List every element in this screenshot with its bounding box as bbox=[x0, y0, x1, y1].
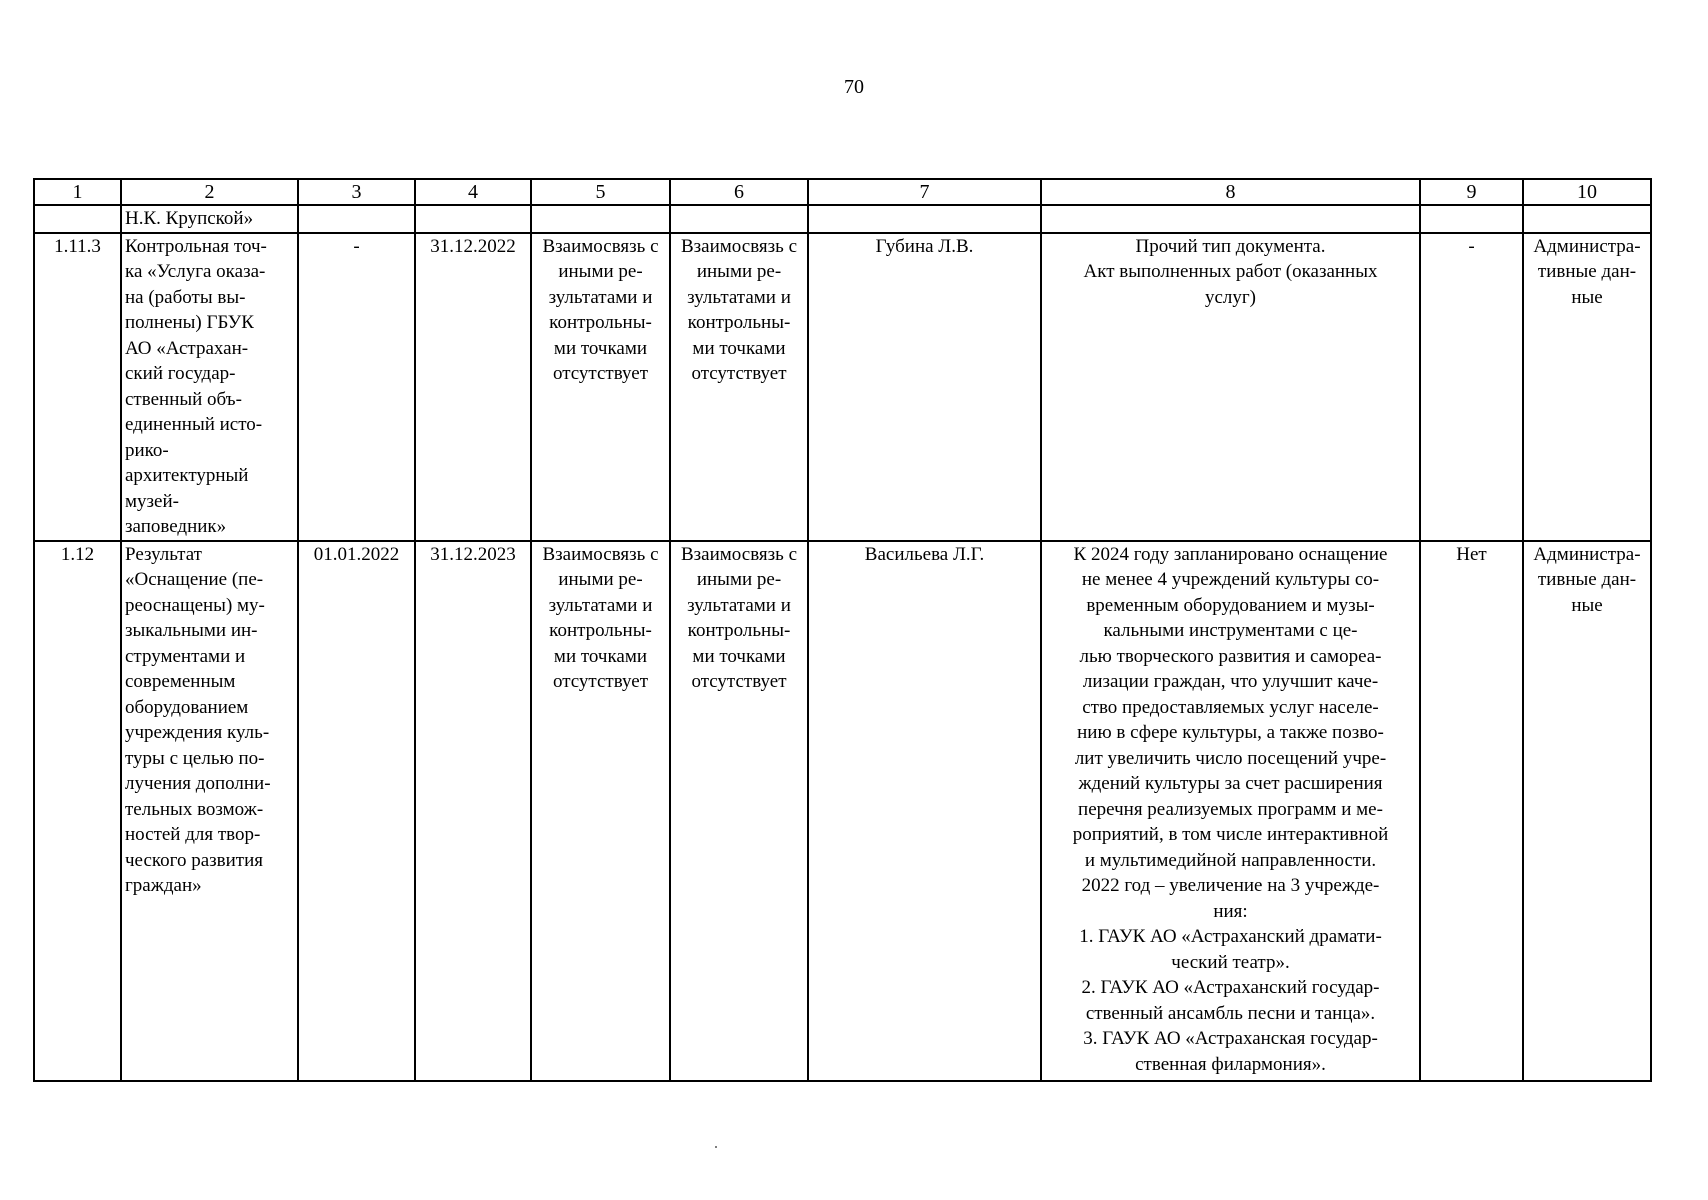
column-header: 4 bbox=[415, 179, 531, 205]
row-responsible bbox=[808, 205, 1041, 233]
table-row bbox=[34, 233, 1651, 541]
row-number: 1.11.3 bbox=[34, 233, 121, 541]
row-link-previous: Взаимосвязь с иными ре- зультатами и контрольны- ми точками отсутствует bbox=[531, 541, 670, 1081]
table-row bbox=[34, 205, 1651, 233]
row-flag bbox=[1420, 205, 1523, 233]
plan-table bbox=[33, 178, 1652, 1082]
row-flag: Нет bbox=[1420, 541, 1523, 1081]
column-header: 3 bbox=[298, 179, 415, 205]
row-flag: - bbox=[1420, 233, 1523, 541]
row-start-date bbox=[298, 205, 415, 233]
row-responsible: Губина Л.В. bbox=[808, 233, 1041, 541]
row-source bbox=[1523, 205, 1651, 233]
page-number: 70 bbox=[844, 76, 864, 98]
row-link-next bbox=[670, 205, 808, 233]
column-header: 1 bbox=[34, 179, 121, 205]
row-link-previous: Взаимосвязь с иными ре- зультатами и контрольны- ми точками отсутствует bbox=[531, 233, 670, 541]
column-header: 6 bbox=[670, 179, 808, 205]
row-end-date: 31.12.2023 bbox=[415, 541, 531, 1081]
row-start-date: 01.01.2022 bbox=[298, 541, 415, 1081]
row-responsible: Васильева Л.Г. bbox=[808, 541, 1041, 1081]
column-header: 7 bbox=[808, 179, 1041, 205]
row-name: Н.К. Крупской» bbox=[121, 205, 298, 233]
column-header: 9 bbox=[1420, 179, 1523, 205]
row-document: К 2024 году запланировано оснащение не менее 4 учреждений культуры со- временным оборудованием и музы- кальными инструментами с це- лью творческого развития и самореа- лизации граждан, что улучшит каче- ство предоставляемых услуг населе- нию в сфере культуры, а также позво- лит увеличить число посещений учре- ждений культуры за счет расширения перечня реализуемых программ и ме- роприятий, в том числе интерактивной и мультимедийной направленности. 2022 год – увеличение на 3 учрежде- ния: 1. ГАУК АО «Астраханский драмати- ческий театр». 2. ГАУК АО «Астраханский государ- ственный ансамбль песни и танца». 3. ГАУК АО «Астраханская государ- ственная филармония». bbox=[1041, 541, 1420, 1081]
column-header: 8 bbox=[1041, 179, 1420, 205]
table-row bbox=[34, 541, 1651, 1081]
row-document bbox=[1041, 205, 1420, 233]
row-document: Прочий тип документа. Акт выполненных работ (оказанных услуг) bbox=[1041, 233, 1420, 541]
row-start-date: - bbox=[298, 233, 415, 541]
column-header: 2 bbox=[121, 179, 298, 205]
row-number bbox=[34, 205, 121, 233]
row-link-previous bbox=[531, 205, 670, 233]
header-row bbox=[34, 179, 1651, 205]
row-end-date bbox=[415, 205, 531, 233]
column-header: 5 bbox=[531, 179, 670, 205]
column-header: 10 bbox=[1523, 179, 1651, 205]
row-link-next: Взаимосвязь с иными ре- зультатами и контрольны- ми точками отсутствует bbox=[670, 541, 808, 1081]
row-name: Результат «Оснащение (пе- реоснащены) му- зыкальными ин- струментами и современным оборудованием учреждения куль- туры с целью по- лучения дополни- тельных возмож- ностей для твор- ческого развития граждан» bbox=[121, 541, 298, 1081]
row-link-next: Взаимосвязь с иными ре- зультатами и контрольны- ми точками отсутствует bbox=[670, 233, 808, 541]
row-source: Администра- тивные дан- ные bbox=[1523, 541, 1651, 1081]
scan-speck bbox=[715, 1146, 717, 1148]
row-source: Администра- тивные дан- ные bbox=[1523, 233, 1651, 541]
row-end-date: 31.12.2022 bbox=[415, 233, 531, 541]
row-name: Контрольная точ- ка «Услуга оказа- на (работы вы- полнены) ГБУК АО «Астрахан- ский государ- ственный объ- единенный исто- рико- архитектурный музей- заповедник» bbox=[121, 233, 298, 541]
row-number: 1.12 bbox=[34, 541, 121, 1081]
